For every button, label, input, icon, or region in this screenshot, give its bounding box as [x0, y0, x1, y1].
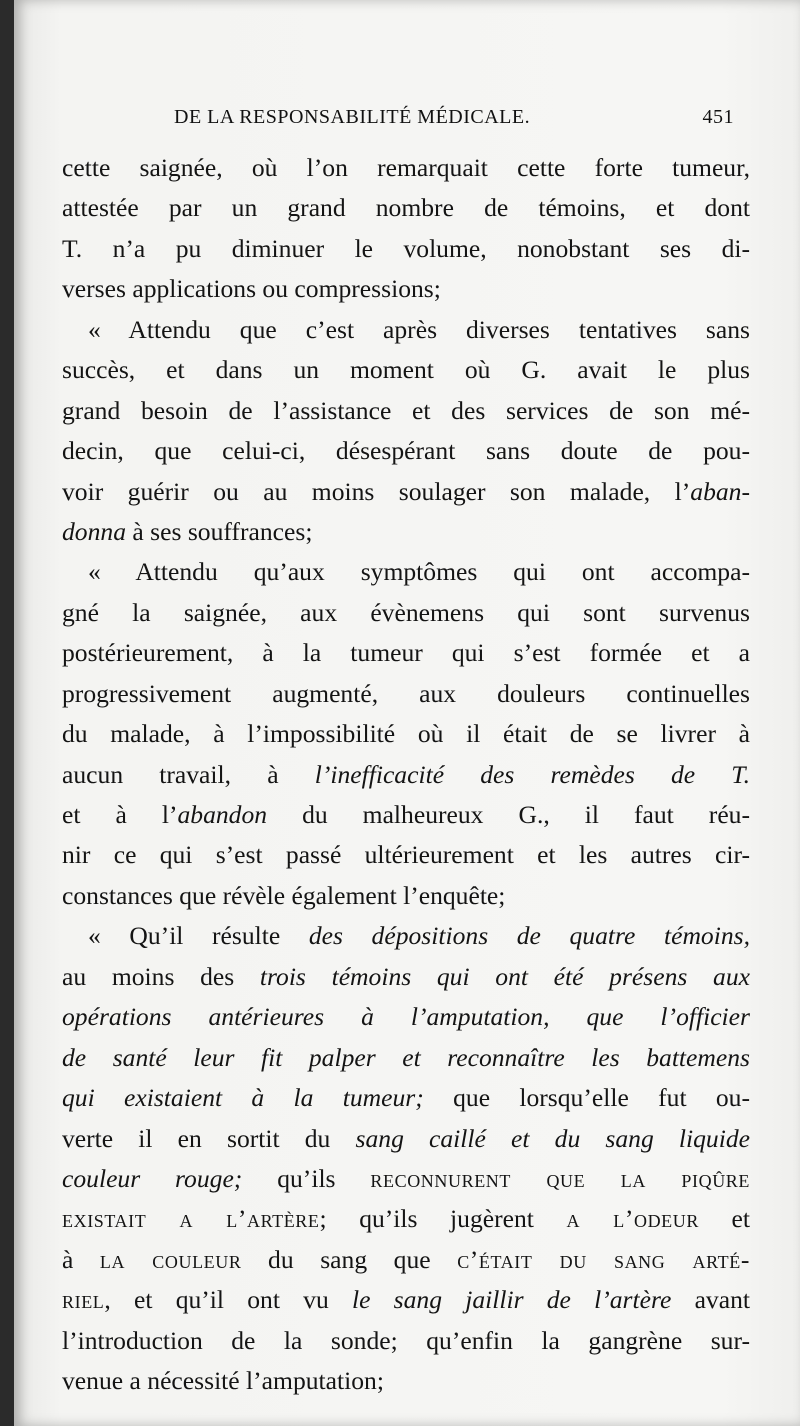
text-line — [62, 269, 750, 309]
text-line — [62, 674, 750, 714]
small-caps-run: c’était du sang arté- — [457, 1244, 750, 1274]
italic-run: l’inefficacité des remèdes de T. — [314, 759, 751, 789]
text-line — [62, 350, 750, 390]
text-line — [62, 1321, 750, 1361]
text-run: au moins des — [62, 961, 260, 991]
text-run: « Attendu qu’aux symptômes qui ont accompa- — [88, 557, 750, 587]
italic-run: des dépositions de quatre témoins, — [308, 921, 750, 951]
text-run: verses applications ou compressions; — [62, 274, 441, 304]
text-run: postérieurement, à la tumeur qui s’est formée et a — [62, 638, 750, 668]
text-run: « Attendu que c’est après diverses tentatives sans — [88, 314, 750, 344]
text-run: gné la saignée, aux évènemens qui sont survenus — [62, 597, 750, 627]
italic-run: opérations antérieures à l’amputation, que l’officier — [62, 1002, 750, 1032]
text-run: à — [62, 1244, 100, 1274]
text-line — [62, 755, 750, 795]
text-line — [62, 472, 750, 512]
book-page — [14, 0, 800, 1426]
text-run: à ses souffrances; — [125, 516, 313, 546]
text-line — [62, 1199, 750, 1239]
text-run: decin, que celui-ci, désespérant sans doute de pou- — [62, 436, 750, 466]
text-run: du malade, à l’impossibilité où il était de se livrer à — [62, 719, 750, 749]
text-line — [62, 835, 750, 875]
text-line — [62, 916, 750, 956]
text-run: nir ce qui s’est passé ultérieurement et les autres cir- — [62, 840, 750, 870]
running-title: DE LA RESPONSABILITÉ MÉDICALE. — [174, 106, 531, 128]
text-line — [62, 512, 750, 552]
text-run: ; qu’ils jugèrent — [319, 1204, 567, 1234]
text-run: aucun travail, à — [62, 759, 315, 789]
small-caps-run: a l’odeur — [566, 1204, 699, 1234]
text-run: progressivement augmenté, aux douleurs continuelles — [62, 678, 750, 708]
text-run: constances que révèle également l’enquête; — [62, 880, 506, 910]
text-line — [62, 1119, 750, 1159]
text-line — [62, 714, 750, 754]
italic-run: trois témoins qui ont été présens aux — [259, 961, 750, 991]
italic-run: aban- — [690, 476, 750, 506]
text-line — [62, 391, 750, 431]
text-run: l’introduction de la sonde; qu’enfin la gangrène sur- — [62, 1325, 750, 1355]
text-line — [62, 1159, 750, 1199]
text-run: du malheureux G., il faut réu- — [267, 800, 750, 829]
text-run: et — [698, 1204, 751, 1234]
text-run: grand besoin de l’assistance et des services de son mé- — [62, 395, 750, 425]
italic-run: donna — [62, 516, 126, 546]
text-line — [62, 552, 750, 592]
text-run: T. n’a pu diminuer le volume, nonobstant ses di- — [62, 233, 750, 263]
text-line — [62, 1078, 750, 1118]
text-run: verte il en sortit du — [62, 1123, 356, 1153]
italic-run: sang caillé et du sang liquide — [355, 1123, 750, 1153]
text-line — [62, 876, 750, 916]
small-caps-run: la couleur — [99, 1244, 242, 1274]
text-line — [62, 1361, 750, 1401]
text-run: , et qu’il ont vu — [104, 1285, 352, 1315]
text-line — [62, 593, 750, 633]
text-line — [62, 431, 750, 471]
text-run: cette saignée, où l’on remarquait cette forte tumeur, — [62, 153, 750, 182]
italic-run: qui existaient à la tumeur; — [62, 1083, 424, 1113]
italic-run: abandon — [177, 800, 268, 829]
text-line — [62, 148, 750, 188]
text-line — [62, 633, 750, 673]
text-run: venue a nécessité l’amputation; — [62, 1366, 384, 1396]
text-run: attestée par un grand nombre de témoins, et dont — [62, 193, 750, 223]
italic-run: couleur rouge; — [62, 1163, 243, 1193]
text-line — [62, 310, 750, 350]
text-run: du sang que — [241, 1244, 458, 1274]
italic-run: le sang jaillir de l’artère — [351, 1285, 672, 1315]
text-line — [62, 229, 750, 269]
text-run: et à l’ — [62, 800, 178, 829]
text-run: succès, et dans un moment où G. avait le plus — [62, 355, 750, 385]
text-line — [62, 188, 750, 228]
text-line — [62, 1038, 750, 1078]
page-number: 451 — [702, 106, 734, 128]
text-line — [62, 957, 750, 997]
small-caps-run: riel — [62, 1285, 105, 1315]
text-line — [62, 795, 750, 835]
italic-run: de santé leur fit palper et reconnaître les battemens — [62, 1042, 750, 1072]
text-line — [62, 997, 750, 1037]
text-run: « Qu’il résulte — [88, 921, 309, 951]
text-line — [62, 1280, 750, 1320]
body-text — [62, 148, 750, 1402]
text-run: qu’ils — [242, 1163, 371, 1193]
small-caps-run: existait a l’artère — [62, 1204, 320, 1234]
text-run: avant — [671, 1285, 750, 1315]
text-line — [62, 1240, 750, 1280]
text-run: voir guérir ou au moins soulager son malade, l’ — [62, 476, 691, 506]
text-run: que lorsqu’elle fut ou- — [423, 1083, 750, 1113]
small-caps-run: reconnurent que la piqûre — [370, 1163, 750, 1193]
